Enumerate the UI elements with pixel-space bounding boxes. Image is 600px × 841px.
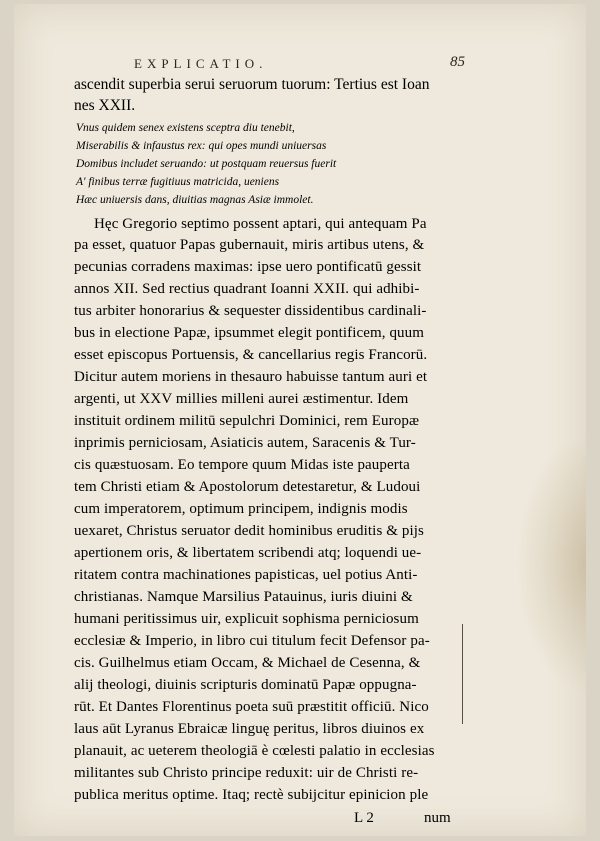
body-line: cis. Guilhelmus etiam Occam, & Michael de Cesenna, & <box>74 655 421 671</box>
body-line: cis quæstuosam. Eo tempore quum Midas iste pauperta <box>74 457 410 473</box>
body-line: Hęc Gregorio septimo possent aptari, qui antequam Pa <box>94 216 427 232</box>
body-line: ecclesiæ & Imperio, in libro cui titulum fecit Defensor pa- <box>74 633 430 649</box>
verse-line: Vnus quidem senex existens sceptra diu tenebit, <box>76 122 295 134</box>
verse-line: Miserabilis & infaustus rex: qui opes mundi uniuersas <box>76 140 327 152</box>
intro-line: ascendit superbia serui seruorum tuorum: Tertius est Ioan <box>74 76 430 93</box>
body-line: rūt. Et Dantes Florentinus poeta suū præstitit officiū. Nico <box>74 699 429 715</box>
water-stain <box>516 434 586 694</box>
body-line: Dicitur autem moriens in thesauro habuisse tantum auri et <box>74 369 428 385</box>
body-line: alij theologi, diuinis scripturis dominatū Papæ oppugna- <box>74 677 417 693</box>
body-line: annos XII. Sed rectius quadrant Ioanni XXII. qui adhibi- <box>74 281 420 297</box>
body-line: apertionem oris, & libertatem scribendi atq; loquendi ue- <box>74 545 422 561</box>
body-line: instituit ordinem militū sepulchri Dominici, rem Europæ <box>74 413 420 429</box>
body-line: publica meritus optime. Itaq; rectè subijcitur epinicion ple <box>74 787 429 803</box>
body-line: bus in electione Papæ, ipsummet elegit pontificem, quum <box>74 325 425 341</box>
body-line: militantes sub Christo principe reduxit: uir de Christi re- <box>74 765 419 781</box>
verse-line: Domibus includet seruando: ut postquam reuersus fuerit <box>76 158 337 170</box>
body-line: esset episcopus Portuensis, & cancellarius regis Francorū. <box>74 347 428 363</box>
page-number: 85 <box>450 54 465 70</box>
margin-rule <box>462 624 463 724</box>
book-page <box>14 4 586 836</box>
catchword: num <box>424 810 451 826</box>
signature-mark: L 2 <box>354 810 374 826</box>
verse-line: Hæc uniuersis dans, diuitias magnas Asiæ immolet. <box>76 194 314 206</box>
body-line: tus arbiter honorarius & sequester dissidentibus cardinali- <box>74 303 427 319</box>
body-line: laus aūt Lyranus Ebraicæ linguę peritus, libros diuinos ex <box>74 721 425 737</box>
body-line: planauit, ac ueterem theologiā è cœlesti palatio in ecclesias <box>74 743 435 759</box>
body-line: argenti, ut XXV millies milleni aurei æstimentur. Idem <box>74 391 409 407</box>
body-line: christianas. Namque Marsilius Patauinus, iuris diuini & <box>74 589 413 605</box>
body-line: inprimis perniciosam, Asiaticis autem, Saracenis & Tur- <box>74 435 416 451</box>
body-line: cum imperatorem, optimum principem, indignis modis <box>74 501 408 517</box>
body-line: pecunias corradens maximas: ipse uero pontificatū gessit <box>74 259 422 275</box>
verse-line: A' finibus terræ fugitiuus matricida, ueniens <box>76 176 280 188</box>
intro-line: nes XXII. <box>74 97 136 114</box>
body-line: ritatem contra machinationes papisticas, uel potius Anti- <box>74 567 418 583</box>
body-line: uexaret, Christus seruator dedit hominibus eruditis & pijs <box>74 523 424 539</box>
body-line: pa esset, quatuor Papas gubernauit, miris artibus utens, & <box>74 237 425 253</box>
body-line: tem Christi etiam & Apostolorum detestaretur, & Ludoui <box>74 479 421 495</box>
body-line: humani peritissimus uir, explicuit sophisma perniciosum <box>74 611 419 627</box>
running-head: EXPLICATIO. <box>134 56 268 71</box>
